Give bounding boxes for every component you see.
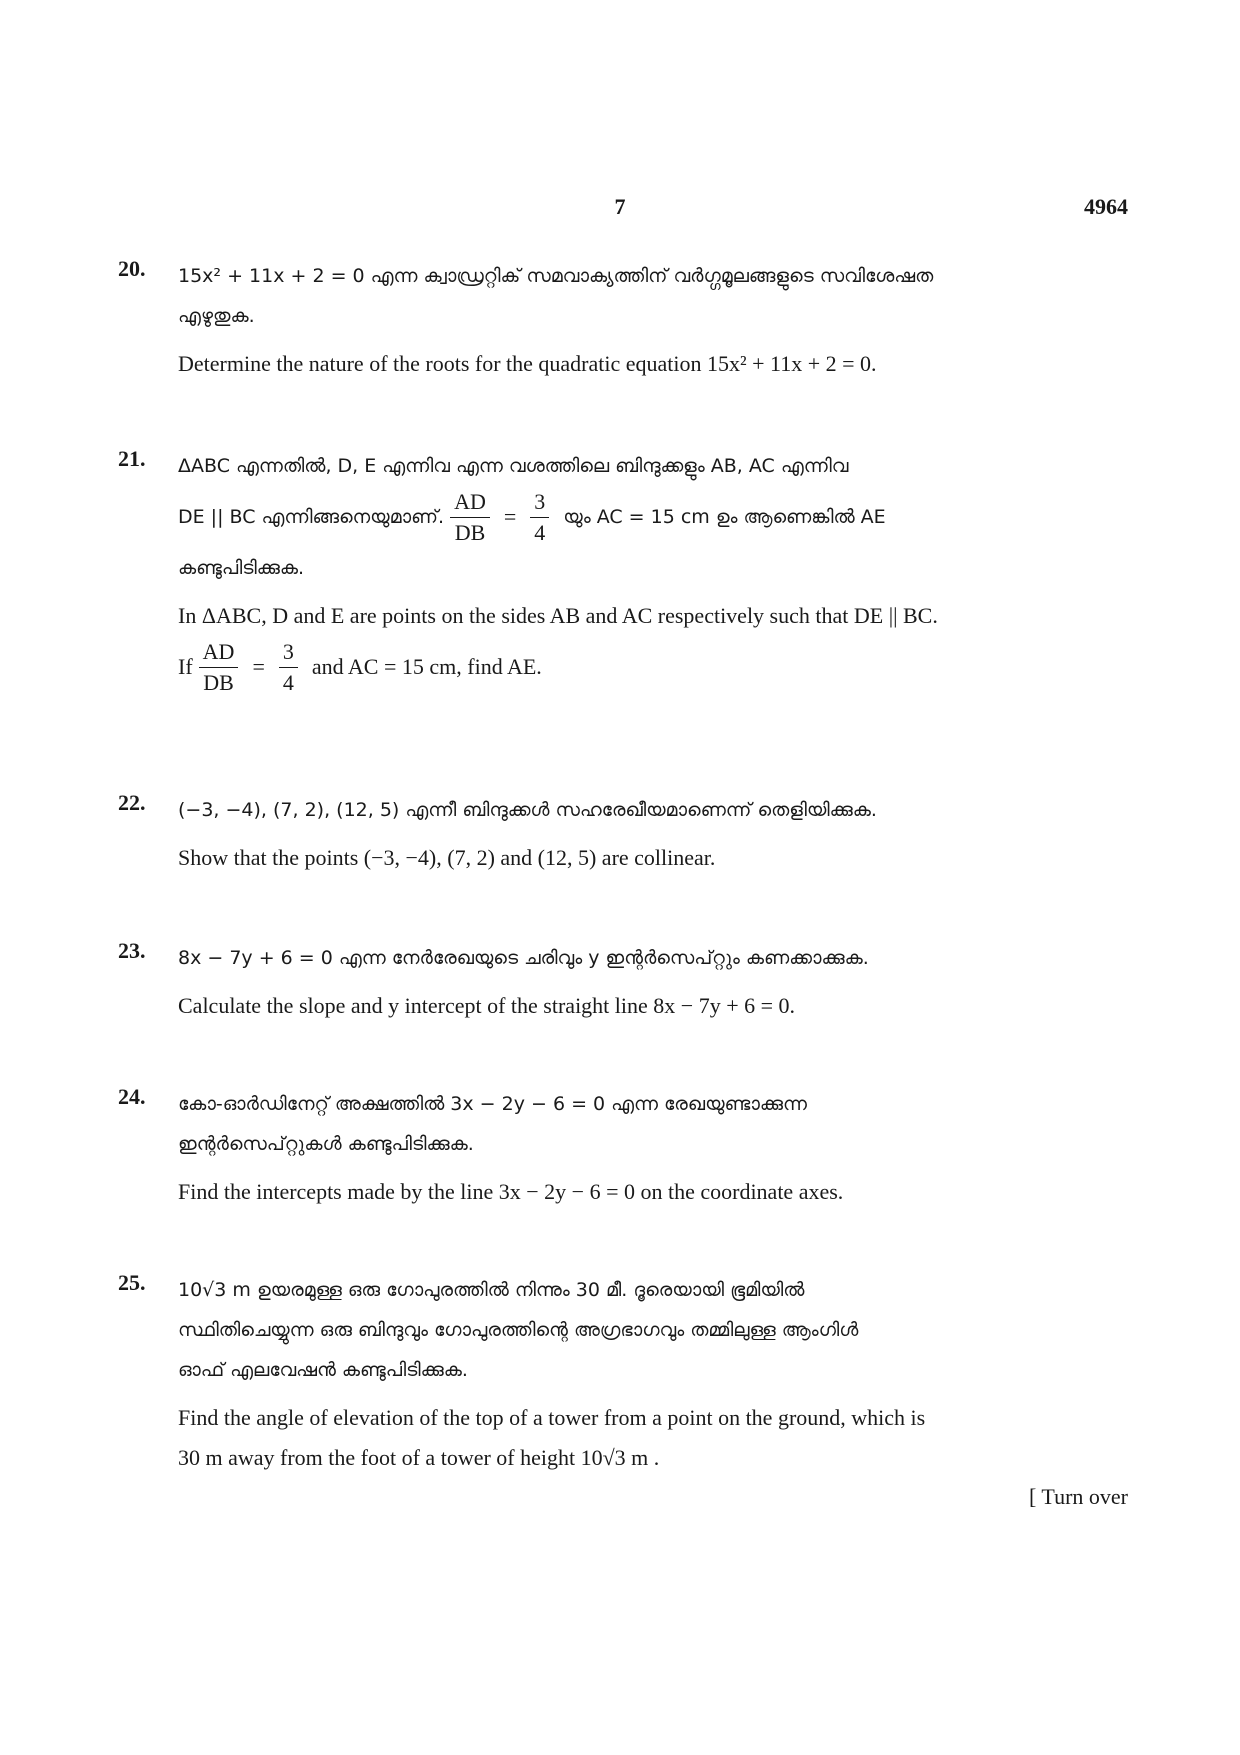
- question-text-ml: ഓഫ് എലവേഷൻ കണ്ടുപിടിക്കുക.: [178, 1359, 468, 1381]
- fraction-denominator: DB: [454, 519, 486, 545]
- ratio-line-ml: [178, 486, 1068, 548]
- question-text-en: Calculate the slope and y intercept of the straight line 8x − 7y + 6 = 0.: [178, 993, 796, 1018]
- question-number: 23.: [118, 938, 146, 963]
- fraction-numerator: 3: [530, 489, 549, 518]
- turn-over-note: [ Turn over: [1028, 1484, 1128, 1509]
- fraction-numerator: 3: [279, 639, 298, 668]
- question-number: 24.: [118, 1084, 146, 1109]
- question-number: 20.: [118, 256, 146, 281]
- page-number: 7: [614, 194, 626, 219]
- paper-code: 4964: [1084, 194, 1128, 219]
- fraction-3-4: [279, 639, 298, 696]
- question-text-ml: (−3, −4), (7, 2), (12, 5) എന്നീ ബിന്ദുക്കൾ സഹരേഖീയമാണെന്ന് തെളിയിക്കുക.: [178, 799, 877, 821]
- question-text-ml: ഇന്റർസെപ്റ്റുകൾ കണ്ടുപിടിക്കുക.: [178, 1133, 474, 1155]
- question-text-ml: 15x² + 11x + 2 = 0 എന്ന ക്വാഡ്രറ്റിക് സമവാക്യത്തിന് വർഗ്ഗമൂലങ്ങളുടെ സവിശേഷത: [178, 265, 934, 287]
- question-text-en: 30 m away from the foot of a tower of height 10√3 m .: [178, 1445, 660, 1470]
- question-text-ml: 10√3 m ഉയരമുള്ള ഒരു ഗോപുരത്തിൽ നിന്നും 30 മീ. ദൂരെയായി ഭൂമിയിൽ: [178, 1279, 805, 1301]
- question-text-en: Show that the points (−3, −4), (7, 2) and (12, 5) are collinear.: [178, 845, 716, 870]
- ratio-suffix: and AC = 15 cm, find AE.: [311, 654, 542, 679]
- question-number: 21.: [118, 446, 146, 471]
- ratio-line-en: [178, 636, 1068, 698]
- question-text-en: Determine the nature of the roots for the quadratic equation 15x² + 11x + 2 = 0.: [178, 351, 877, 376]
- fraction-denominator: 4: [534, 519, 546, 545]
- fraction-numerator: AD: [199, 639, 239, 668]
- fraction-3-4: [530, 489, 549, 546]
- question-text-en: In ΔABC, D and E are points on the sides AB and AC respectively such that DE || BC.: [178, 603, 938, 628]
- ratio-prefix: DE || BC എന്നിങ്ങനെയുമാണ്.: [178, 506, 445, 528]
- question-text-ml: എഴുതുക.: [178, 305, 255, 327]
- fraction-ad-db: [450, 489, 490, 546]
- question-text-ml: കോ-ഓർഡിനേറ്റ് അക്ഷത്തിൽ 3x − 2y − 6 = 0 എന്ന രേഖയുണ്ടാക്കുന്ന: [178, 1093, 807, 1115]
- equals-sign: =: [503, 504, 517, 529]
- ratio-suffix: യും AC = 15 cm ഉം ആണെങ്കിൽ AE: [563, 506, 886, 528]
- question-text-en: Find the angle of elevation of the top of a tower from a point on the ground, which is: [178, 1405, 926, 1430]
- question-number: 22.: [118, 790, 146, 815]
- question-text-ml: സ്ഥിതിചെയ്യുന്ന ഒരു ബിന്ദുവും ഗോപുരത്തിന്റെ അഗ്രഭാഗവും തമ്മിലുള്ള ആംഗിൾ: [178, 1319, 859, 1341]
- fraction-ad-db: [199, 639, 239, 696]
- fraction-denominator: DB: [203, 669, 234, 695]
- equals-sign: =: [252, 654, 265, 679]
- question-text-ml: ΔABC എന്നതിൽ, D, E എന്നിവ എന്ന വശത്തിലെ ബിന്ദുക്കളും AB, AC എന്നിവ: [178, 455, 849, 477]
- question-text-ml: കണ്ടുപിടിക്കുക.: [178, 557, 305, 579]
- fraction-denominator: 4: [282, 669, 294, 695]
- fraction-numerator: AD: [450, 489, 490, 518]
- question-number: 25.: [118, 1270, 146, 1295]
- ratio-prefix: If: [178, 654, 193, 679]
- question-text-ml: 8x − 7y + 6 = 0 എന്ന നേർരേഖയുടെ ചരിവും y ഇന്റർസെപ്റ്റും കണക്കാക്കുക.: [178, 947, 869, 969]
- question-text-en: Find the intercepts made by the line 3x − 2y − 6 = 0 on the coordinate axes.: [178, 1179, 844, 1204]
